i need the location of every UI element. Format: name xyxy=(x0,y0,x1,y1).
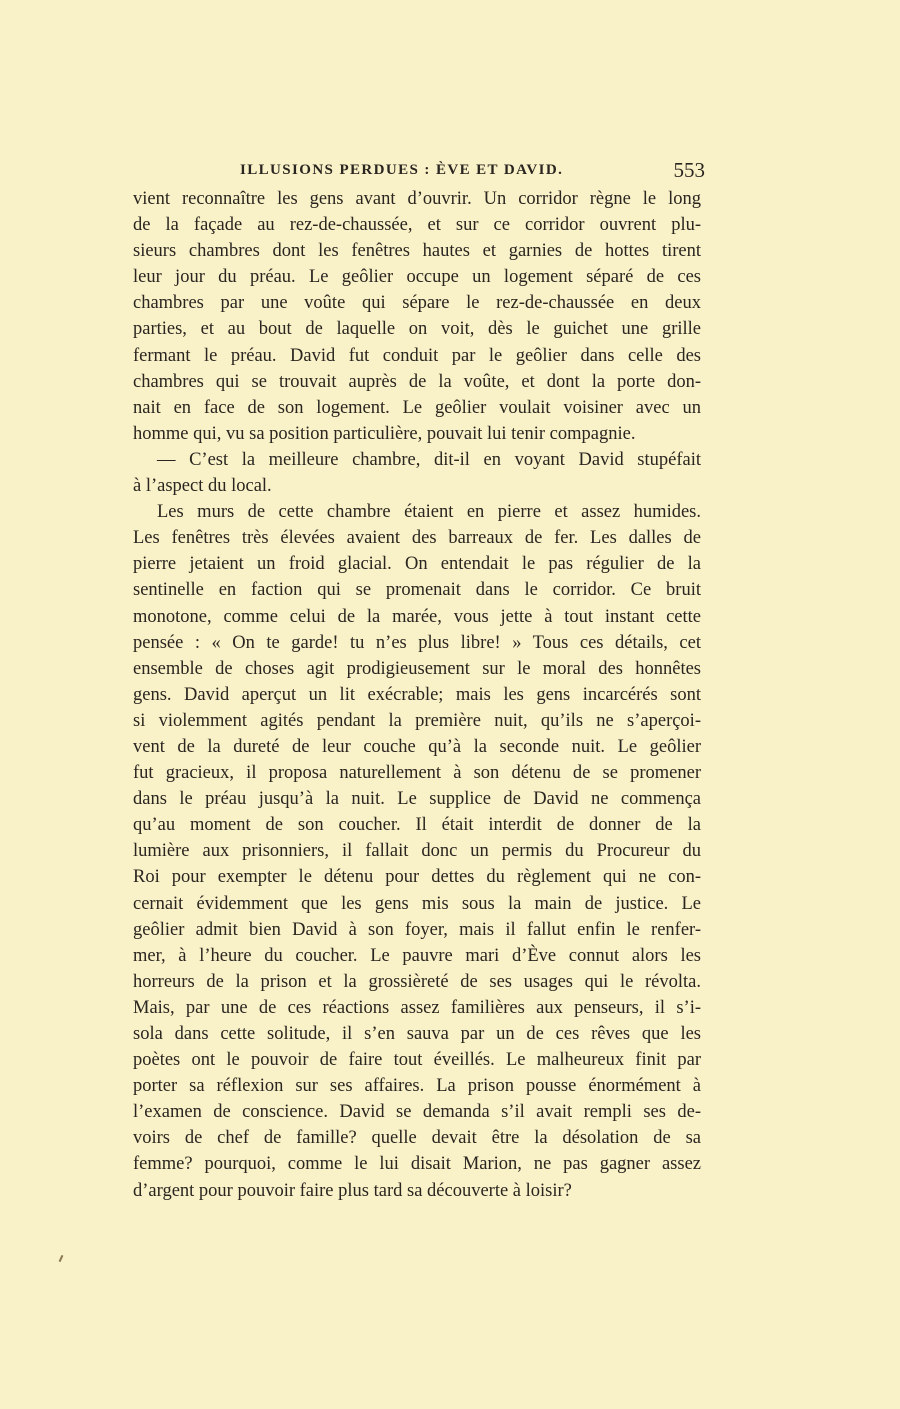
text-line: sola dans cette solitude, il s’en sauva par un de ces rêves que les xyxy=(133,1024,701,1044)
page-number: 553 xyxy=(673,158,705,182)
text-line: de la façade au rez-de-chaussée, et sur ce corridor ouvrent plu- xyxy=(133,215,701,236)
text-line: poètes ont le pouvoir de faire tout éveillés. Le malheureux finit par xyxy=(133,1050,701,1071)
text-line: si violemment agités pendant la première nuit, qu’ils ne s’aperçoi- xyxy=(133,710,701,731)
text-line: pierre jetaient un froid glacial. On entendait le pas régulier de la xyxy=(133,554,701,575)
text-line: nait en face de son logement. Le geôlier voulait voisiner avec un xyxy=(133,397,701,418)
text-line: monotone, comme celui de la marée, vous jette à tout instant cette xyxy=(133,606,701,627)
text-line: parties, et au bout de laquelle on voit, dès le guichet une grille xyxy=(133,319,701,340)
text-line: qu’au moment de son coucher. Il était interdit de donner de la xyxy=(133,815,701,836)
text-line: sieurs chambres dont les fenêtres hautes et garnies de hottes tirent xyxy=(133,241,701,262)
text-line: ensemble de choses agit prodigieusement sur le moral des honnêtes xyxy=(133,658,701,679)
text-line: cernait évidemment que les gens mis sous la main de justice. Le xyxy=(133,893,701,914)
text-line: chambres par une voûte qui sépare le rez-de-chaussée en deux xyxy=(133,293,701,314)
text-line: l’examen de conscience. David se demanda s’il avait rempli ses de- xyxy=(133,1102,701,1123)
running-title: ILLUSIONS PERDUES : ÈVE ET DAVID. xyxy=(240,162,564,178)
text-line: porter sa réflexion sur ses affaires. La prison pousse énormément à xyxy=(133,1076,701,1097)
text-line: gens. David aperçut un lit exécrable; mais les gens incarcérés sont xyxy=(133,684,701,705)
text-line: dans le préau jusqu’à la nuit. Le supplice de David ne commença xyxy=(133,789,701,810)
text-line: leur jour du préau. Le geôlier occupe un logement séparé de ces xyxy=(133,267,701,288)
body-text xyxy=(133,186,701,1204)
text-line: vient reconnaître les gens avant d’ouvrir. Un corridor règne le long xyxy=(133,189,701,209)
text-line: à l’aspect du local. xyxy=(133,476,272,497)
text-line: voirs de chef de famille? quelle devait être la désolation de sa xyxy=(133,1128,701,1149)
text-line: — C’est la meilleure chambre, dit-il en voyant David stupéfait xyxy=(157,449,701,470)
running-header xyxy=(240,158,705,186)
text-line: Mais, par une de ces réactions assez familières aux penseurs, il s’i- xyxy=(133,997,701,1018)
text-line: geôlier admit bien David à son foyer, mais il fallut enfin le renfer- xyxy=(133,919,701,940)
text-line: d’argent pour pouvoir faire plus tard sa découverte à loisir? xyxy=(133,1180,572,1201)
text-line: femme? pourquoi, comme le lui disait Marion, ne pas gagner assez xyxy=(133,1154,701,1175)
ink-speck xyxy=(59,1255,64,1262)
text-line: Roi pour exempter le détenu pour dettes du règlement qui ne con- xyxy=(133,867,701,888)
text-line: horreurs de la prison et la grossièreté de ses usages qui le révolta. xyxy=(133,971,701,992)
text-line: Les fenêtres très élevées avaient des barreaux de fer. Les dalles de xyxy=(133,528,701,549)
text-line: homme qui, vu sa position particulière, pouvait lui tenir compagnie. xyxy=(133,423,636,444)
text-line: fermant le préau. David fut conduit par le geôlier dans celle des xyxy=(133,345,701,366)
text-line: chambres qui se trouvait auprès de la voûte, et dont la porte don- xyxy=(133,371,701,392)
text-line: fut gracieux, il proposa naturellement à son détenu de se promener xyxy=(133,763,701,784)
text-line: sentinelle en faction qui se promenait dans le corridor. Ce bruit xyxy=(133,580,701,601)
text-line: mer, à l’heure du coucher. Le pauvre mari d’Ève connut alors les xyxy=(133,945,701,966)
text-line: vent de la dureté de leur couche qu’à la seconde nuit. Le geôlier xyxy=(133,736,701,757)
text-line: lumière aux prisonniers, il fallait donc un permis du Procureur du xyxy=(133,841,701,862)
text-line: Les murs de cette chambre étaient en pierre et assez humides. xyxy=(157,502,701,523)
text-line: pensée : « On te garde! tu n’es plus libre! » Tous ces détails, cet xyxy=(133,632,701,653)
